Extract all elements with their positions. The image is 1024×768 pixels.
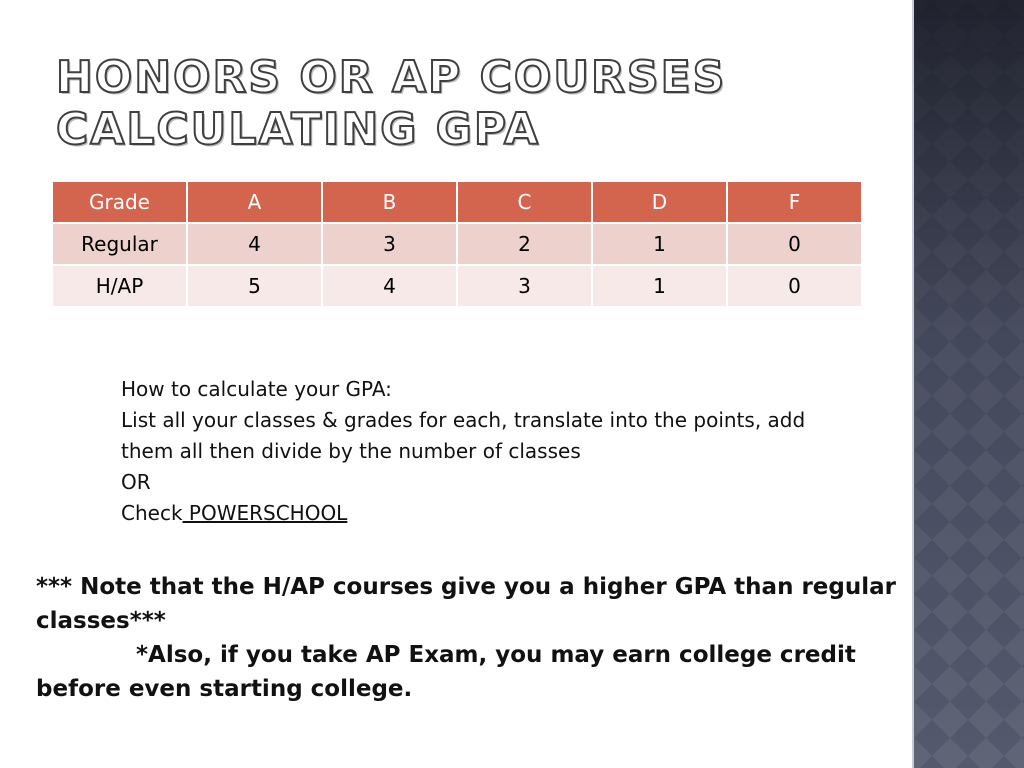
header-cell-a: A [187, 181, 322, 223]
header-cell-b: B [322, 181, 457, 223]
note-line-2: classes*** [36, 608, 166, 634]
header-cell-d: D [592, 181, 727, 223]
slide-title-line-2: CALCULATING GPA [56, 104, 541, 155]
note-line-1: *** Note that the H/AP courses give you a higher GPA than regular [36, 574, 896, 600]
header-cell-f: F [727, 181, 862, 223]
slide-title-line-1: HONORS OR AP COURSES [56, 52, 727, 103]
slide-title [56, 52, 886, 156]
table-cell: 0 [727, 265, 862, 307]
table-cell: 1 [592, 265, 727, 307]
table-cell: 5 [187, 265, 322, 307]
instructions-heading: How to calculate your GPA: [121, 377, 392, 401]
gpa-instructions [121, 374, 911, 529]
check-prefix: Check [121, 501, 183, 525]
instructions-or: OR [121, 470, 151, 494]
gpa-points-table [51, 180, 863, 308]
instructions-body-line-1: List all your classes & grades for each, translate into the points, add [121, 408, 806, 432]
header-cell-grade: Grade [52, 181, 187, 223]
decorative-side-band [912, 0, 1024, 768]
gpa-note [36, 570, 910, 706]
table-cell: Regular [52, 223, 187, 265]
table-cell: 3 [457, 265, 592, 307]
table-row-hap [52, 265, 862, 307]
note-line-4: before even starting college. [36, 676, 413, 702]
instructions-body-line-2: them all then divide by the number of classes [121, 439, 581, 463]
table-cell: H/AP [52, 265, 187, 307]
instructions-check-line [121, 498, 911, 529]
table-cell: 1 [592, 223, 727, 265]
header-cell-c: C [457, 181, 592, 223]
table-cell: 4 [322, 265, 457, 307]
table-cell: 3 [322, 223, 457, 265]
table-cell: 0 [727, 223, 862, 265]
powerschool-link[interactable]: POWERSCHOOL [182, 501, 348, 525]
note-line-3: *Also, if you take AP Exam, you may earn college credit [136, 642, 856, 668]
table-row-regular [52, 223, 862, 265]
table-cell: 2 [457, 223, 592, 265]
table-cell: 4 [187, 223, 322, 265]
table-header-row [52, 181, 862, 223]
